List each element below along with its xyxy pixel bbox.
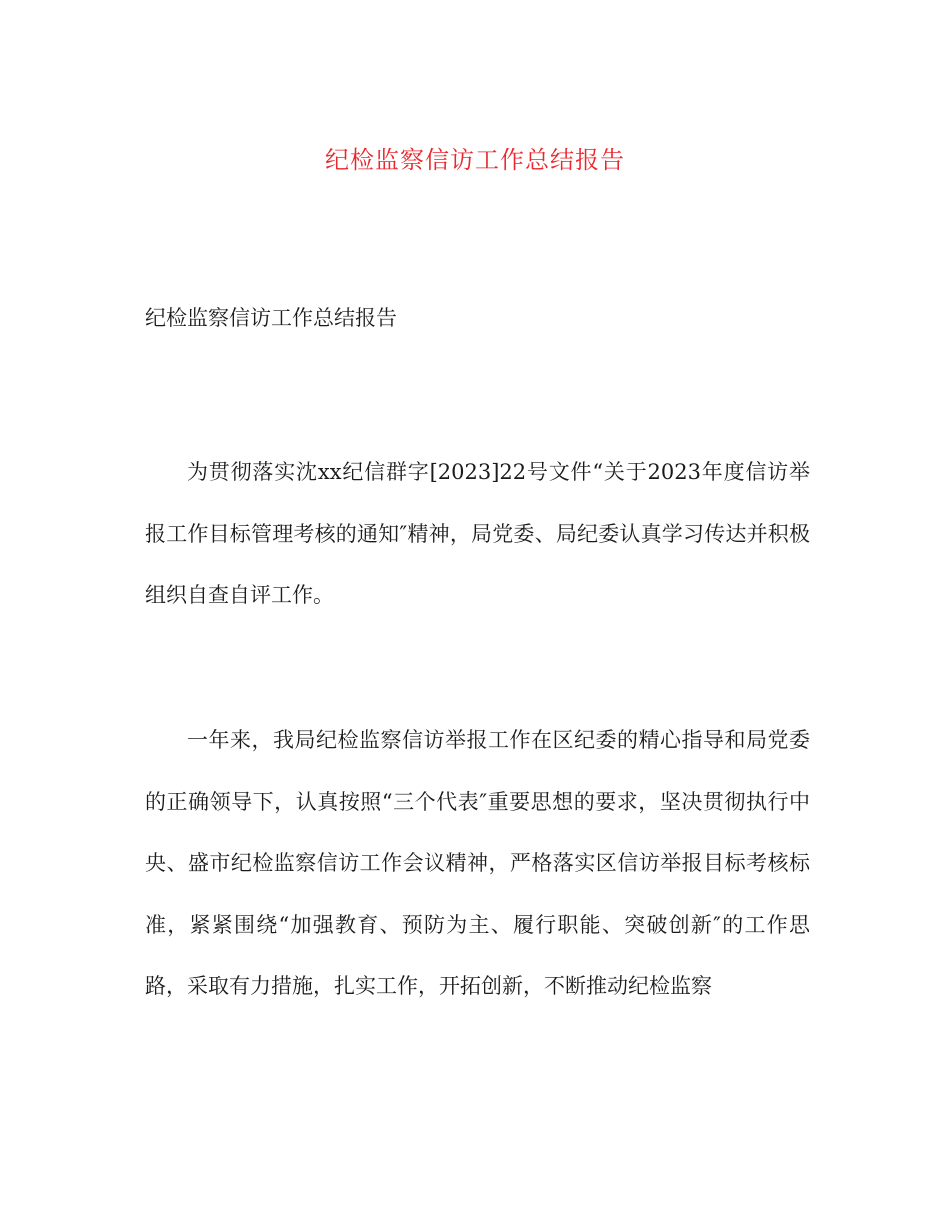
document-title: 纪检监察信访工作总结报告	[325, 146, 625, 174]
document-subtitle: 纪检监察信访工作总结报告	[145, 306, 397, 330]
body-paragraph: 为贯彻落实沈xx纪信群字[2023]22号文件“关于2023年度信访举报工作目标管理考核的通知″精神，局党委、局纪委认真学习传达并积极组织自查自评工作。	[145, 460, 810, 607]
body-paragraph: 一年来，我局纪检监察信访举报工作在区纪委的精心指导和局党委的正确领导下，认真按照“三个代表″重要思想的要求，坚决贯彻执行中央、盛市纪检监察信访工作会议精神，严格落实区信访举报目标考核标准，紧紧围绕“加强教育、预防为主、履行职能、突破创新″的工作思路，采取有力措施，扎实工作，开拓创新，不断推动纪检监察	[145, 728, 810, 998]
